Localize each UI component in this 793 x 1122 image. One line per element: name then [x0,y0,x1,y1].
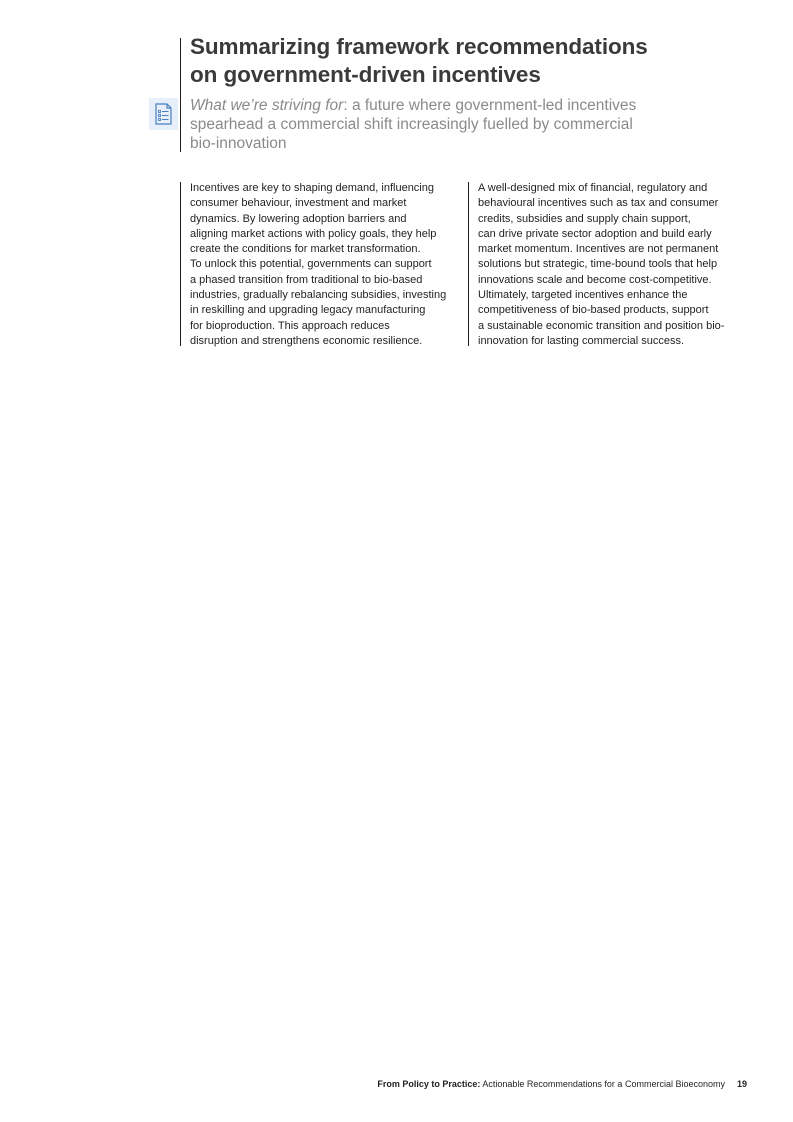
left-column [190,181,462,349]
left-column-line: a phased transition from traditional to bio-based [190,273,423,286]
document-list-icon [149,98,178,130]
right-column-line: Ultimately, targeted incentives enhance the [478,289,688,302]
left-column-line: in reskilling and upgrading legacy manufacturing [190,304,426,317]
subtitle-line-2: spearhead a commercial shift increasingly fuelled by commercial [190,116,633,133]
title-rule [180,38,181,152]
page-number: 19 [736,1079,747,1089]
left-column-line: create the conditions for market transformation. [190,243,421,256]
footer-report-subtitle: Actionable Recommendations for a Commercial Bioeconomy [480,1079,725,1089]
right-column-rule [468,182,469,346]
right-column-line: A well-designed mix of financial, regulatory and [478,182,708,194]
left-column-line: for bioproduction. This approach reduces [190,319,390,332]
right-column-line: a sustainable economic transition and position bio- [478,319,725,332]
left-column-line: industries, gradually rebalancing subsidies, investing [190,289,447,302]
left-column-rule [180,182,181,346]
subtitle-lead: What we’re striving for [190,97,344,114]
right-column-line: can drive private sector adoption and build early [478,227,712,240]
right-column [478,181,748,349]
left-column-line: disruption and strengthens economic resilience. [190,334,423,347]
footer-report-title: From Policy to Practice: [377,1079,481,1089]
subtitle-line-1 [190,96,660,115]
right-column-line: solutions but strategic, time-bound tools that help [478,258,718,271]
left-column-line: consumer behaviour, investment and market [190,197,407,210]
right-column-line: behavioural incentives such as tax and consumer [478,197,719,210]
right-column-line: competitiveness of bio-based products, support [478,304,709,317]
left-column-line: aligning market actions with policy goals, they help [190,227,437,240]
left-column-line: Incentives are key to shaping demand, influencing [190,182,434,194]
right-column-line: innovation for lasting commercial success. [478,334,685,347]
page-footer [377,1078,747,1090]
right-column-line: credits, subsidies and supply chain support, [478,212,691,225]
subtitle [190,96,660,153]
page-title-line-2: on government-driven incentives [190,62,541,87]
document-list-icon-glyph [155,103,172,125]
page-title-line-1: Summarizing framework recommendations [190,34,648,59]
subtitle-line-1-rest: : a future where government-led incentives [343,97,637,114]
left-column-line: To unlock this potential, governments can support [190,258,432,271]
left-column-line: dynamics. By lowering adoption barriers and [190,212,407,225]
right-column-line: market momentum. Incentives are not permanent [478,243,719,256]
right-column-line: innovations scale and become cost-competitive. [478,273,712,286]
page-title [190,33,750,89]
subtitle-line-3: bio-innovation [190,135,287,152]
